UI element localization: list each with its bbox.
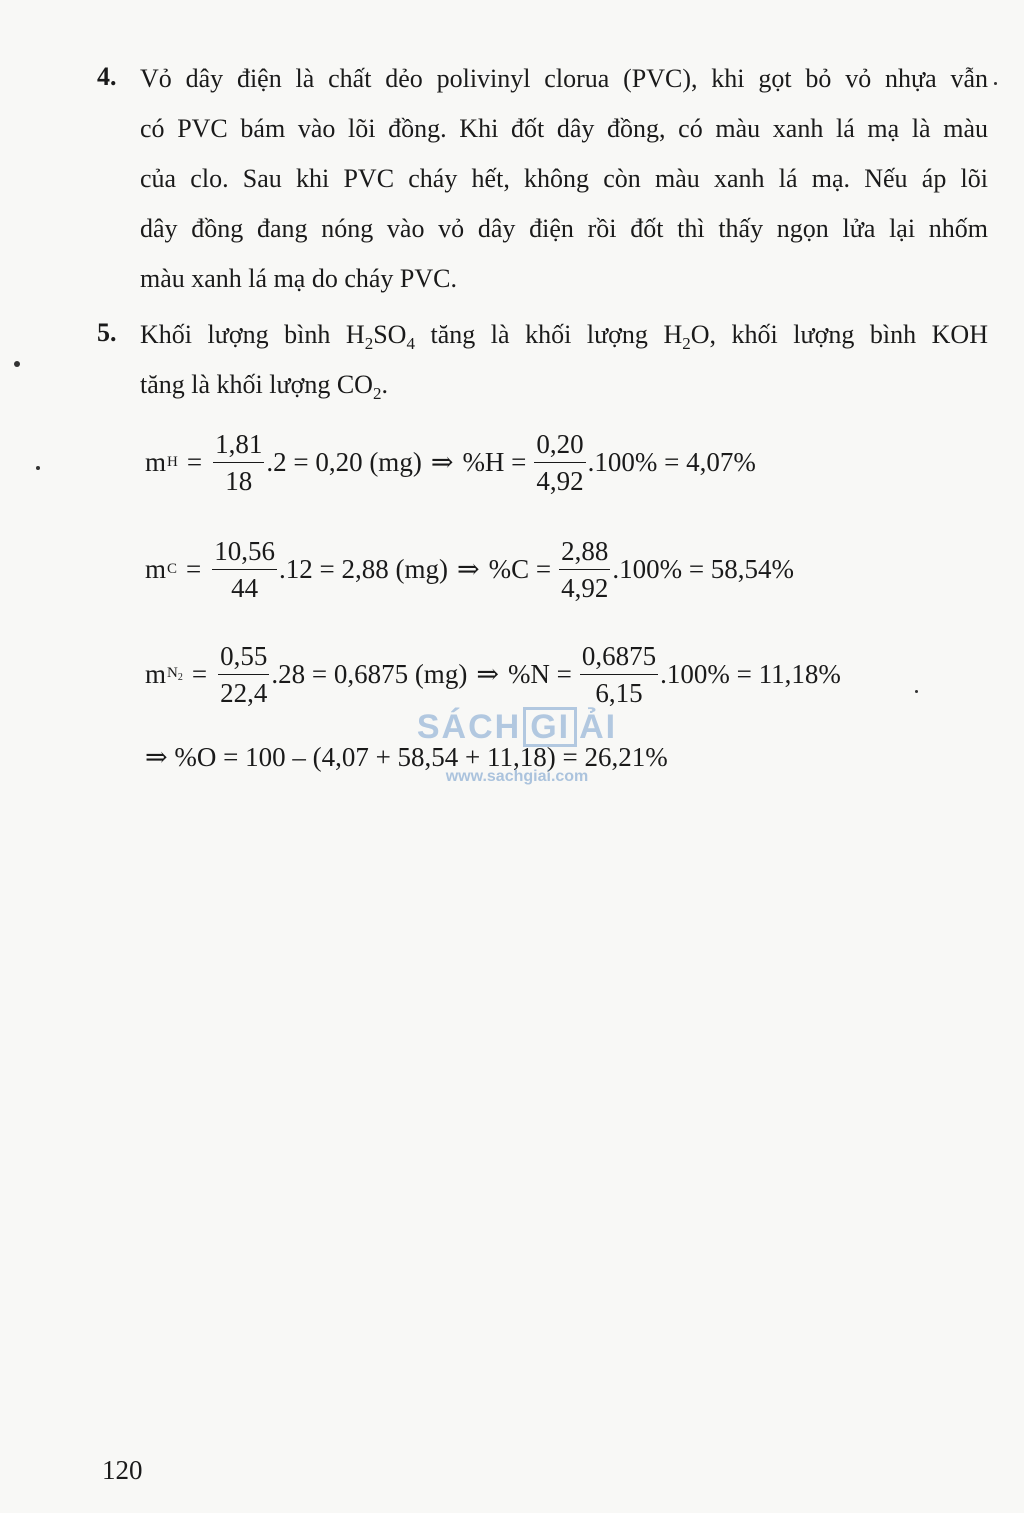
scan-speck [14,361,20,367]
fraction: $\frac{0,20}{4,92}$ [534,426,585,499]
item-5-number: 5. [97,318,117,347]
scan-speck [36,466,40,470]
item-5-line-1: Khối lượng bình $H_2SO_4$ tăng là khối lượng $H_2O$, khối lượng bình KOH [140,320,988,353]
scan-speck [915,690,918,693]
watermark-logo: SÁCH GI ẢI www.sachgiai.com [412,706,622,806]
scan-speck [994,82,997,85]
item-4-number: 4. [97,62,117,91]
fraction: $\frac{0,55}{22,4}$ [218,638,269,711]
fraction: $\frac{1,81}{18}$ [213,426,264,499]
equation-hydrogen: m H = $\frac{1,81}{18}$ .2 = 0,20 (mg) ⇒ %H = $\frac{0,20}{4,92}$ .100% = 4,07% [145,427,756,497]
item-4-paragraph [140,54,988,304]
item-4-line: Vỏ dây điện là chất dẻo polivinyl clorua (PVC), khi gọt bỏ vỏ nhựa vẫn [140,64,988,93]
equation-carbon: m C = $\frac{10,56}{44}$ .12 = 2,88 (mg) ⇒ %C = $\frac{2,88}{4,92}$ .100% = 58,54% [145,534,794,604]
fraction: $\frac{2,88}{4,92}$ [559,533,610,606]
fraction: $\frac{10,56}{44}$ [212,533,277,606]
fraction: $\frac{0,6875}{6,15}$ [580,638,658,711]
equation-oxygen: ⇒ %O = 100 – (4,07 + 58,54 + 11,18) = 26,21% [145,742,668,772]
item-4-line: có PVC bám vào lõi đồng. Khi đốt dây đồng, có màu xanh lá mạ là màu [140,114,988,143]
item-4-line: dây đồng đang nóng vào vỏ dây điện rồi đốt thì thấy ngọn lửa lại nhốm [140,214,988,243]
item-5-paragraph [140,310,988,410]
implies-arrow: ⇒ [430,446,454,477]
equation-nitrogen: m $N_2$ = $\frac{0,55}{22,4}$ .28 = 0,6875 (mg) ⇒ %N = $\frac{0,6875}{6,15}$ .100% = 11,18% [145,639,841,709]
page-number: 120 [102,1455,143,1485]
item-5-line-2: tăng là khối lượng $CO_2$. [140,370,388,403]
item-4-line: của clo. Sau khi PVC cháy hết, không còn màu xanh lá mạ. Nếu áp lõi [140,164,988,193]
implies-arrow: ⇒ [456,553,480,584]
item-4-line: màu xanh lá mạ do cháy PVC. [140,264,457,293]
implies-arrow: ⇒ [476,658,499,689]
watermark-url: www.sachgiai.com [445,768,589,785]
